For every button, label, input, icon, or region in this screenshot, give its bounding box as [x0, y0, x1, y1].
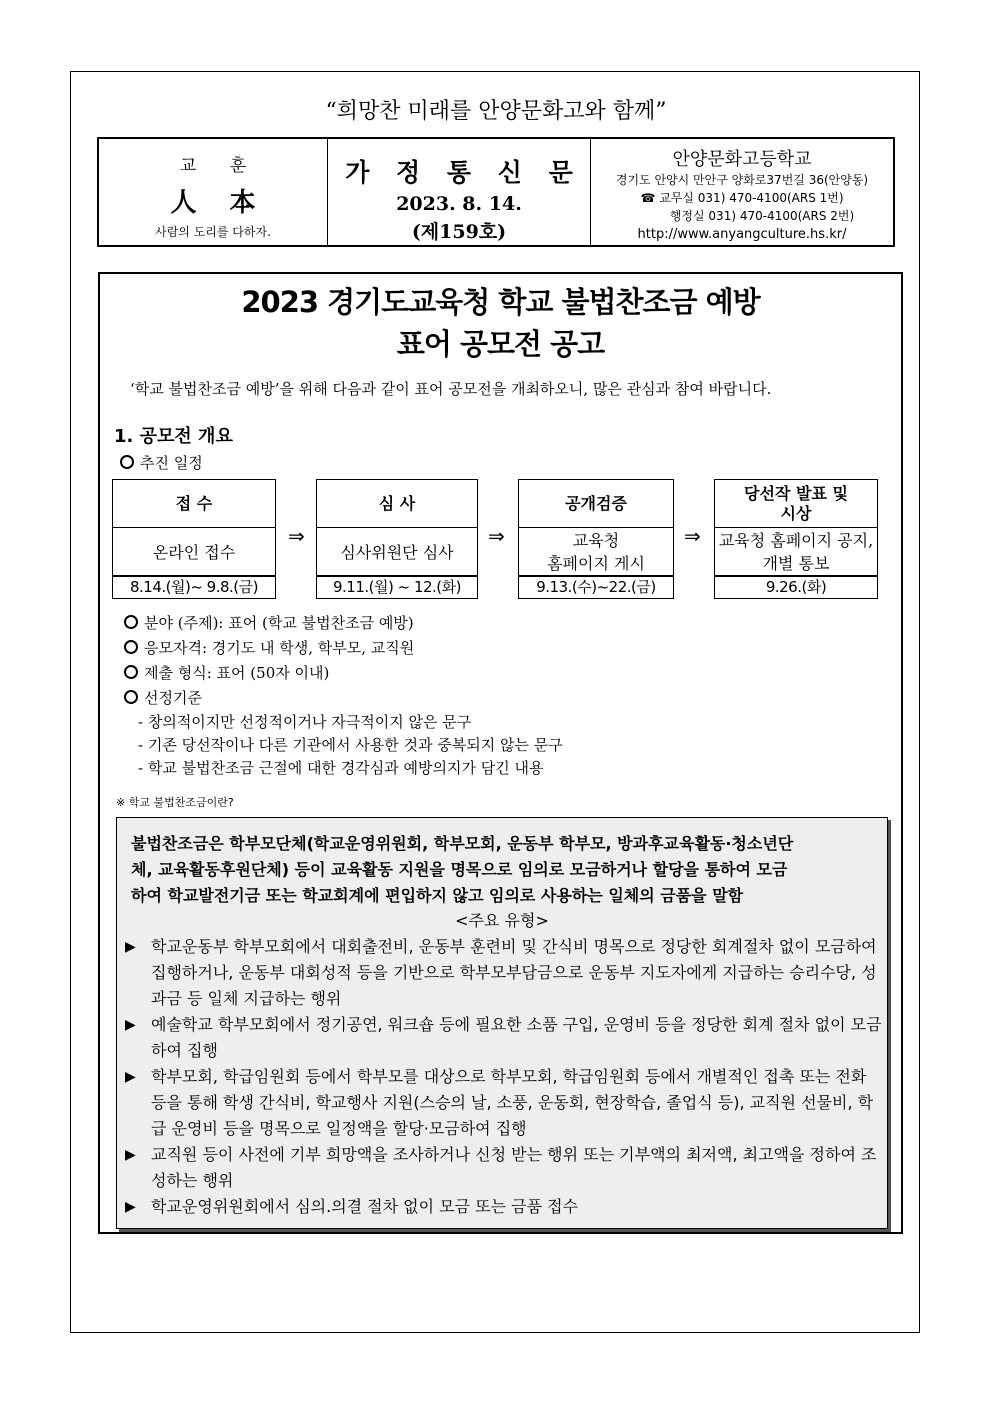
school-address: 경기도 안양시 만안구 양화로37번길 36(안양동) — [615, 173, 869, 187]
overview-item — [124, 687, 202, 708]
step-box-review — [316, 479, 478, 576]
motto-cell — [99, 139, 328, 245]
triangle-bullet-icon: ▶ — [125, 1199, 136, 1215]
motto-main: 人 本 — [170, 188, 268, 218]
criteria-item: - 창의적이지만 선정적이거나 자극적이지 않은 문구 — [138, 713, 472, 731]
newsletter-title-cell — [328, 139, 591, 245]
type-item — [125, 1064, 885, 1142]
notice-title-line1: 2023 경기도교육청 학교 불법찬조금 예방 — [241, 285, 760, 319]
criteria-item: - 학교 불법찬조금 근절에 대한 경각심과 예방의지가 담긴 내용 — [138, 759, 544, 777]
type-item-text: 학교운영위원회에서 심의.의결 절차 없이 모금 또는 금품 접수 — [151, 1197, 579, 1216]
step-box-announcement — [714, 479, 878, 576]
step-head-line: 시상 — [780, 503, 812, 523]
step-date: 9.13.(수)~22.(금) — [518, 576, 674, 599]
step-head-line: 당선작 발표 및 — [744, 483, 848, 503]
triangle-bullet-icon: ▶ — [125, 1147, 136, 1163]
section-title: 1. 공모전 개요 — [114, 426, 233, 447]
newsletter-title: 가 정 통 신 문 — [345, 158, 582, 187]
definition-line: 불법찬조금은 학부모단체(학교운영위원회, 학부모회, 운동부 학부모, 방과후교육활동·청소년단 — [131, 834, 794, 853]
overview-item — [124, 662, 329, 683]
step-box-verification — [518, 479, 674, 576]
step-body: 온라인 접수 — [152, 542, 236, 562]
phone-admin: 행정실 031) 470-4100(ARS 2번) — [669, 209, 855, 223]
step-head — [715, 480, 877, 528]
step-date: 8.14.(월)~ 9.8.(금) — [112, 576, 276, 599]
step-body: 심사위원단 심사 — [340, 542, 454, 562]
definition-line: 하여 학교발전기금 또는 학교회계에 편입하지 않고 임의로 사용하는 일체의 금품을 말함 — [131, 886, 744, 905]
overview-item-text: 선정기준 — [144, 689, 202, 707]
newsletter-date: 2023. 8. 14. — [396, 193, 522, 215]
step-body-line: 교육청 홈페이지 공지, — [718, 531, 874, 550]
definition-line: 체, 교육활동후원단체) 등이 교육활동 지원을 명목으로 임의로 모금하거나 할당을 통하여 모금 — [131, 860, 788, 879]
overview-item-text: 제출 형식: 표어 (50자 이내) — [144, 664, 330, 682]
overview-item-text: 분야 (주제): 표어 (학교 불법찬조금 예방) — [144, 614, 414, 632]
type-item-text: 교직원 등이 사전에 기부 희망액을 조사하거나 신청 받는 행위 또는 기부액의 최저액, 최고액을 정하여 조성하는 행위 — [151, 1145, 877, 1190]
step-date: 9.11.(월) ~ 12.(화) — [316, 576, 478, 599]
type-item — [125, 1012, 885, 1064]
step-box-reception — [112, 479, 276, 576]
arrow-right-icon: ⇒ — [488, 524, 505, 548]
masthead — [97, 137, 895, 247]
circle-bullet-icon — [124, 640, 138, 654]
triangle-bullet-icon: ▶ — [125, 1069, 136, 1085]
notice-title-line2: 표어 공모전 공고 — [396, 327, 605, 361]
types-title: <주요 유형> — [455, 911, 549, 930]
notice-intro: ‘학교 불법찬조금 예방’을 위해 다음과 같이 표어 공모전을 개최하오니, 많은 관심과 참여 바랍니다. — [130, 380, 772, 398]
arrow-right-icon: ⇒ — [288, 524, 305, 548]
type-item — [125, 1142, 885, 1194]
type-item-text: 학교운동부 학부모회에서 대회출전비, 운동부 훈련비 및 간식비 명목으로 정당한 회계절차 없이 모금하여 집행하거나, 운동부 대회성적 등을 기반으로 학부모부담금으로 운동부 지도자에게 지급하는 승리수당, 성과금 등 일체 지급하는 행위 — [151, 937, 877, 1008]
type-item — [125, 934, 885, 1012]
school-url[interactable]: http://www.anyangculture.hs.kr/ — [637, 227, 847, 242]
newsletter-issue: (제159호) — [411, 221, 507, 243]
step-date: 9.26.(화) — [714, 576, 878, 599]
definition-note: ※ 학교 불법찬조금이란? — [116, 796, 234, 809]
step-head: 공개검증 — [519, 480, 673, 528]
circle-bullet-icon — [120, 455, 134, 469]
type-item-text: 학부모회, 학급임원회 등에서 학부모를 대상으로 학부모회, 학급임원회 등에서 개별적인 접촉 또는 전화 등을 통해 학생 간식비, 학교행사 지원(스승의 날, 소풍, 운동회, 현장학습, 졸업식 등), 교직원 선물비, 학급 운영비 등을 명목으로 일정액을 할당·모금하여 집행 — [151, 1067, 874, 1138]
criteria-item: - 기존 당선작이나 다른 기관에서 사용한 것과 중복되지 않는 문구 — [138, 736, 563, 754]
circle-bullet-icon — [124, 690, 138, 704]
type-item-text: 예술학교 학부모회에서 정기공연, 워크숍 등에 필요한 소품 구입, 운영비 등을 정당한 회계 절차 없이 모금하여 집행 — [151, 1015, 882, 1060]
arrow-right-icon: ⇒ — [684, 524, 701, 548]
schedule-label — [120, 452, 203, 473]
step-body — [519, 527, 673, 577]
triangle-bullet-icon: ▶ — [125, 939, 136, 955]
motto-label: 교 훈 — [179, 156, 261, 176]
type-item — [125, 1194, 885, 1220]
school-slogan: “희망찬 미래를 안양문화고와 함께” — [325, 99, 667, 124]
circle-bullet-icon — [124, 615, 138, 629]
step-body-line: 홈페이지 게시 — [547, 554, 645, 573]
definition-box — [116, 817, 888, 1229]
overview-item — [124, 612, 414, 633]
school-info-cell — [591, 139, 893, 245]
overview-item — [124, 637, 414, 658]
step-body — [715, 527, 877, 577]
circle-bullet-icon — [124, 665, 138, 679]
step-body-line: 개별 통보 — [762, 554, 830, 573]
overview-item-text: 응모자격: 경기도 내 학생, 학부모, 교직원 — [144, 639, 415, 657]
step-head: 심 사 — [317, 480, 477, 528]
school-name: 안양문화고등학교 — [672, 149, 812, 170]
notice-box — [98, 272, 903, 1234]
triangle-bullet-icon: ▶ — [125, 1017, 136, 1033]
phone-office: ☎ 교무실 031) 470-4100(ARS 1번) — [640, 191, 844, 205]
schedule-label-text: 추진 일정 — [140, 454, 203, 472]
motto-sub: 사람의 도리를 다하자. — [155, 225, 271, 239]
step-head: 접 수 — [113, 480, 275, 528]
step-body-line: 교육청 — [572, 531, 620, 550]
